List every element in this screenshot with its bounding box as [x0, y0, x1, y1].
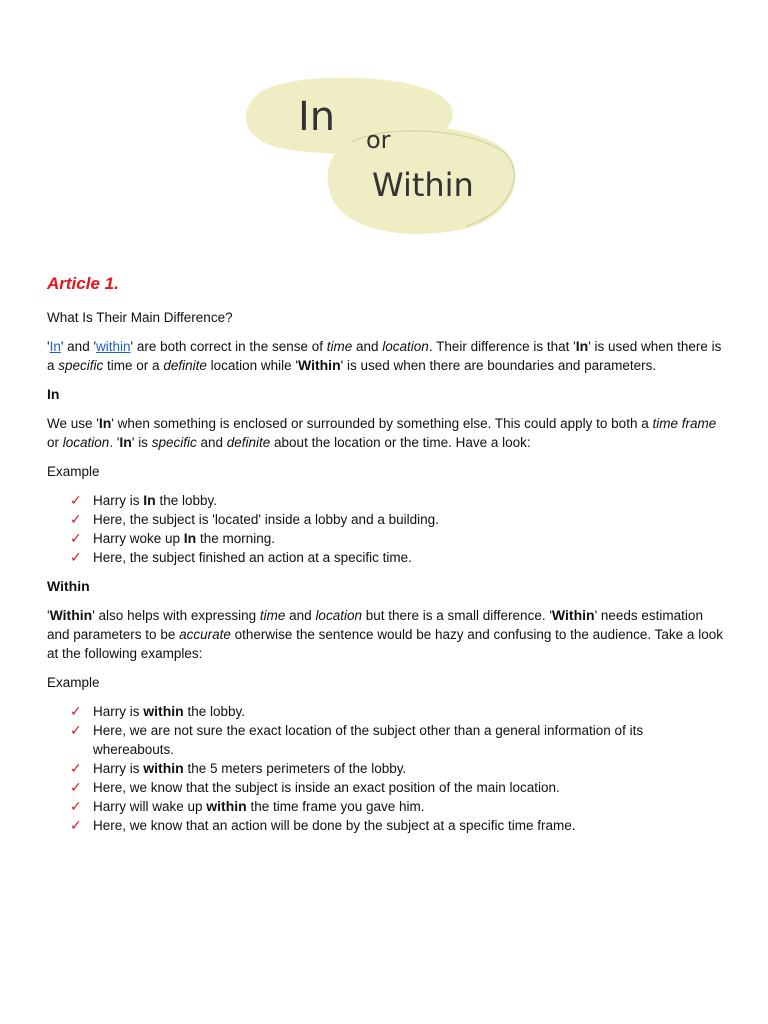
- within-example-label: Example: [47, 675, 100, 690]
- logo-word-within: Within: [372, 166, 474, 204]
- list-item: ✓ Here, we know that an action will be done by the subject at a specific time frame.: [70, 817, 576, 833]
- checkmark-icon: ✓: [70, 722, 82, 738]
- intro-paragraph: 'In' and 'within' are both correct in the sense of time and location. Their difference is that 'In' is used when there is a specific time or a definite location while 'Within' is used when there are boundaries and parameters.: [47, 338, 722, 373]
- checkmark-icon: ✓: [70, 703, 82, 719]
- within-paragraph: 'Within' also helps with expressing time and location but there is a small difference. 'Within' needs estimation and parameters to be accurate otherwise the sentence would be hazy and confusing to the audience. Take a look at the following examples:: [47, 607, 723, 661]
- within-example-list: [47, 702, 727, 835]
- list-item: ✓ Here, the subject finished an action at a specific time.: [70, 549, 412, 565]
- logo-word-in: In: [298, 94, 336, 140]
- list-item: ✓ Harry will wake up within the time frame you gave him.: [70, 798, 425, 814]
- list-item: ✓ Here, we know that the subject is inside an exact position of the main location.: [70, 779, 560, 795]
- checkmark-icon: ✓: [70, 549, 82, 565]
- in-example-label: Example: [47, 464, 100, 479]
- within-heading: Within: [47, 578, 90, 594]
- checkmark-icon: ✓: [70, 492, 82, 508]
- article-question: What Is Their Main Difference?: [47, 310, 233, 325]
- list-item: ✓ Harry is within the 5 meters perimeters of the lobby.: [70, 760, 407, 776]
- checkmark-icon: ✓: [70, 760, 82, 776]
- checkmark-icon: ✓: [70, 798, 82, 814]
- list-item: ✓ Harry is In the lobby.: [70, 492, 217, 508]
- article-content: [47, 272, 727, 845]
- checkmark-icon: ✓: [70, 817, 82, 833]
- article-title: Article 1.: [47, 274, 119, 293]
- checkmark-icon: ✓: [70, 530, 82, 546]
- list-item: ✓ Harry woke up In the morning.: [70, 530, 276, 546]
- in-link[interactable]: In: [49, 339, 61, 354]
- in-heading: In: [47, 386, 60, 402]
- within-link[interactable]: within: [96, 339, 131, 354]
- checkmark-icon: ✓: [70, 779, 82, 795]
- logo-word-or: or: [366, 126, 391, 154]
- list-item: ✓ Harry is within the lobby.: [70, 703, 245, 719]
- in-example-list: [47, 491, 727, 567]
- list-item: ✓ Here, we are not sure the exact location of the subject other than a general information of its whereabouts.: [70, 722, 644, 757]
- in-or-within-logo: [240, 68, 522, 240]
- list-item: ✓ Here, the subject is 'located' inside a lobby and a building.: [70, 511, 439, 527]
- checkmark-icon: ✓: [70, 511, 82, 527]
- in-paragraph: We use 'In' when something is enclosed or surrounded by something else. This could apply to both a time frame or location. 'In' is specific and definite about the location or the time. Have a look:: [47, 415, 717, 450]
